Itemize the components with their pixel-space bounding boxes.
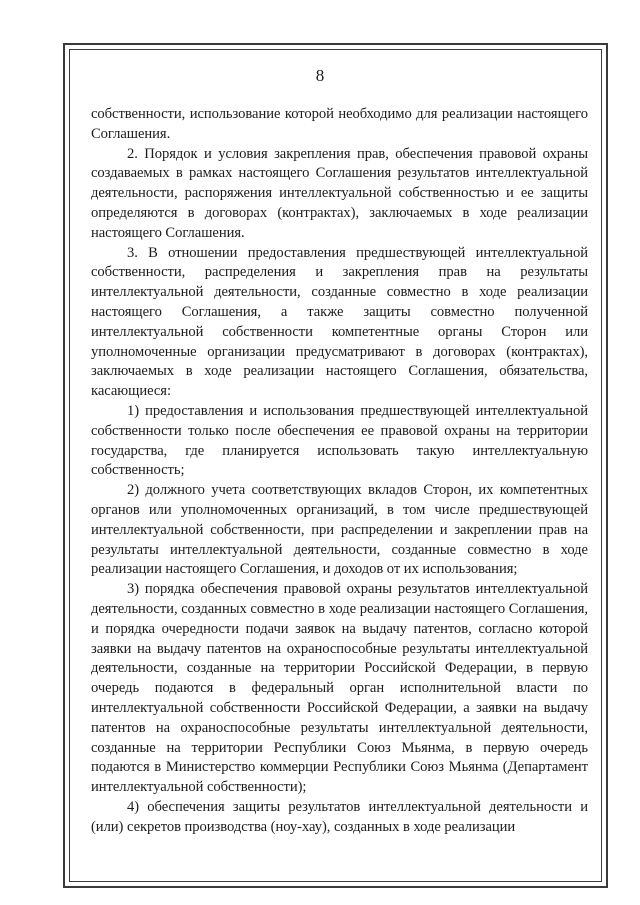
paragraph-item-3: 3) порядка обеспечения правовой охраны результатов интеллектуальной деятельности, созданных совместно в ходе реализации настоящего Соглашения, и порядка очередности подачи заявок на выдачу патентов, согласно которой заявки на выдачу патентов на охраноспособные результаты интеллектуальной деятельности, созданные на территории Российской Федерации, в первую очередь подаются в федеральный орган исполнительной власти по интеллектуальной собственности Российской Федерации, а заявки на выдачу патентов на охраноспособные результаты интеллектуальной деятельности, созданные на территории Республики Союз Мьянма, в первую очередь подаются в Министерство коммерции Республики Союз Мьянма (Департамент интеллектуальной собственности); [91,581,588,796]
paragraph-item-4: 4) обеспечения защиты результатов интеллектуальной деятельности и (или) секретов производства (ноу-хау), созданных в ходе реализации [91,798,588,835]
page-number: 8 [315,66,325,85]
paragraph-continuation: собственности, использование которой необходимо для реализации настоящего Соглашения. [91,106,588,142]
paragraph-item-2: 2) должного учета соответствующих вкладов Сторон, их компетентных органов или уполномоченных организаций, в том числе предшествующей интеллектуальной собственности, при распределении и закреплении прав на результаты интеллектуальной деятельности, созданные совместно в ходе реализации настоящего Соглашения, и доходов от их использования; [91,482,588,578]
paragraph-clause-2: 2. Порядок и условия закрепления прав, обеспечения правовой охраны создаваемых в рамках настоящего Соглашения результатов интеллектуальной деятельности, распоряжения интеллектуальной собственностью и ее защиты определяются в договорах (контрактах), заключаемых в ходе реализации настоящего Соглашения. [91,145,588,241]
document-body [91,105,588,837]
paragraph-item-1: 1) предоставления и использования предшествующей интеллектуальной собственности только после обеспечения ее правовой охраны на территории государства, где планируется использовать такую интеллектуальную собственность; [91,402,588,479]
paragraph-clause-3: 3. В отношении предоставления предшествующей интеллектуальной собственности, распределения и закрепления прав на результаты интеллектуальной деятельности, созданные совместно в ходе реализации настоящего Соглашения, а также защиты совместно полученной интеллектуальной собственности компетентные органы Сторон или уполномоченные организации предусматривают в договорах (контрактах), заключаемых в ходе реализации настоящего Соглашения, обязательства, касающиеся: [91,244,588,400]
